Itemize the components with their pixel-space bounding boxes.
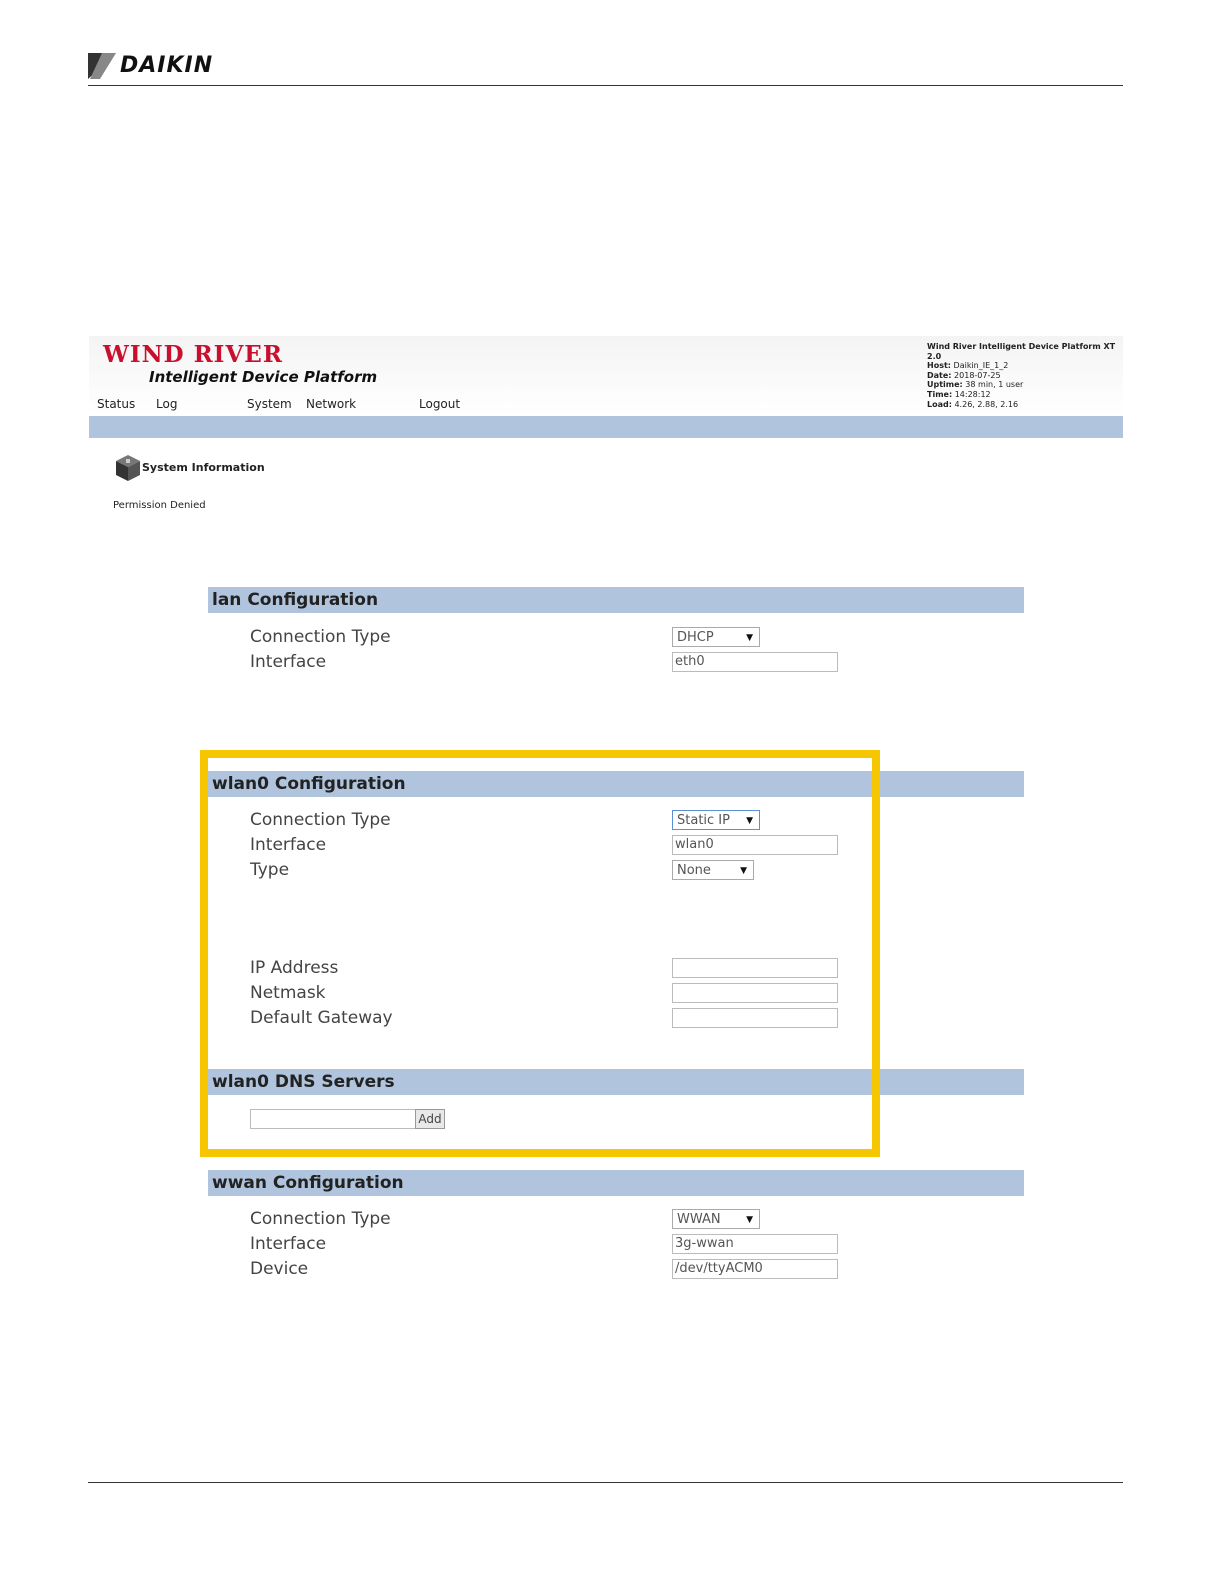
time-value: 14:28:12 <box>954 389 991 399</box>
wlan0-connection-type-label: Connection Type <box>250 810 391 830</box>
lan-configuration <box>208 587 1024 675</box>
host-value: Daikin_IE_1_2 <box>953 361 1009 371</box>
wlan0-netmask-label: Netmask <box>250 983 326 1003</box>
wlan0-type-label: Type <box>250 860 290 880</box>
wlan0-configuration <box>208 771 1024 1031</box>
wr-brand: WIND RIVER <box>103 341 283 368</box>
nav-log[interactable]: Log <box>156 397 178 411</box>
wlan0-connection-type-select[interactable]: Static IP ▼ <box>672 810 760 830</box>
cube-icon <box>115 454 141 482</box>
product-name: Wind River Intelligent Device Platform XT 2.0 <box>927 342 1116 361</box>
wind-river-screenshot <box>89 336 1123 528</box>
system-info-panel: Wind River Intelligent Device Platform XT 2.0 Host: Daikin_IE_1_2 Date: 2018-07-25 Uptime: 38 min, 1 user Time: 14:28:12 Load: 4.26, 2.88, 2.16 <box>927 342 1116 409</box>
nav-status[interactable]: Status <box>97 397 136 411</box>
wlan0-interface-label: Interface <box>250 835 327 855</box>
daikin-logo-text: DAIKIN <box>120 53 214 78</box>
wr-nav-bar <box>89 416 1123 438</box>
wwan-interface-label: Interface <box>250 1234 327 1254</box>
wr-header <box>89 336 1123 416</box>
lan-connection-type-label: Connection Type <box>250 627 391 647</box>
nav-logout[interactable]: Logout <box>419 397 461 411</box>
wlan0-dns-servers <box>208 1069 1024 1134</box>
add-dns-button[interactable]: Add <box>415 1109 445 1129</box>
chevron-down-icon: ▼ <box>746 816 753 826</box>
wlan0-gateway-input[interactable] <box>672 1008 838 1028</box>
load-value: 4.26, 2.88, 2.16 <box>954 399 1019 409</box>
wwan-interface-input[interactable]: 3g-wwan <box>672 1234 838 1254</box>
wlan0-title: wlan0 Configuration <box>208 771 1024 797</box>
chevron-down-icon: ▼ <box>746 633 753 643</box>
wlan0-ip-input[interactable] <box>672 958 838 978</box>
wwan-device-input[interactable]: /dev/ttyACM0 <box>672 1259 838 1279</box>
wwan-connection-type-select[interactable]: WWAN ▼ <box>672 1209 760 1229</box>
wlan0-interface-input[interactable]: wlan0 <box>672 835 838 855</box>
wlan0-type-select[interactable]: None ▼ <box>672 860 754 880</box>
daikin-logo <box>88 52 213 80</box>
uptime-value: 38 min, 1 user <box>965 380 1024 390</box>
wwan-connection-type-label: Connection Type <box>250 1209 391 1229</box>
system-information <box>89 438 1123 528</box>
lan-connection-type-select[interactable]: DHCP ▼ <box>672 627 760 647</box>
lan-interface-input[interactable]: eth0 <box>672 652 838 672</box>
lan-title: lan Configuration <box>208 587 1024 613</box>
wlan0-gateway-label: Default Gateway <box>250 1008 393 1028</box>
wwan-device-label: Device <box>250 1259 309 1279</box>
lan-interface-label: Interface <box>250 652 327 672</box>
date-value: 2018-07-25 <box>954 370 1001 380</box>
nav-system[interactable]: System <box>247 397 292 411</box>
wlan0-ip-label: IP Address <box>250 958 339 978</box>
footer-rule <box>88 1482 1123 1483</box>
permission-message: Permission Denied <box>113 500 206 511</box>
wwan-configuration <box>208 1170 1024 1282</box>
chevron-down-icon: ▼ <box>746 1215 753 1225</box>
wlan0-netmask-input[interactable] <box>672 983 838 1003</box>
dns-server-input[interactable] <box>250 1109 416 1129</box>
wwan-title: wwan Configuration <box>208 1170 1024 1196</box>
system-information-title: System Information <box>142 461 265 474</box>
chevron-down-icon: ▼ <box>740 866 747 876</box>
header-rule <box>88 85 1123 86</box>
wr-tagline: Intelligent Device Platform <box>149 368 378 386</box>
daikin-logo-icon <box>88 53 116 79</box>
dns-title: wlan0 DNS Servers <box>208 1069 1024 1095</box>
nav-network[interactable]: Network <box>306 397 357 411</box>
